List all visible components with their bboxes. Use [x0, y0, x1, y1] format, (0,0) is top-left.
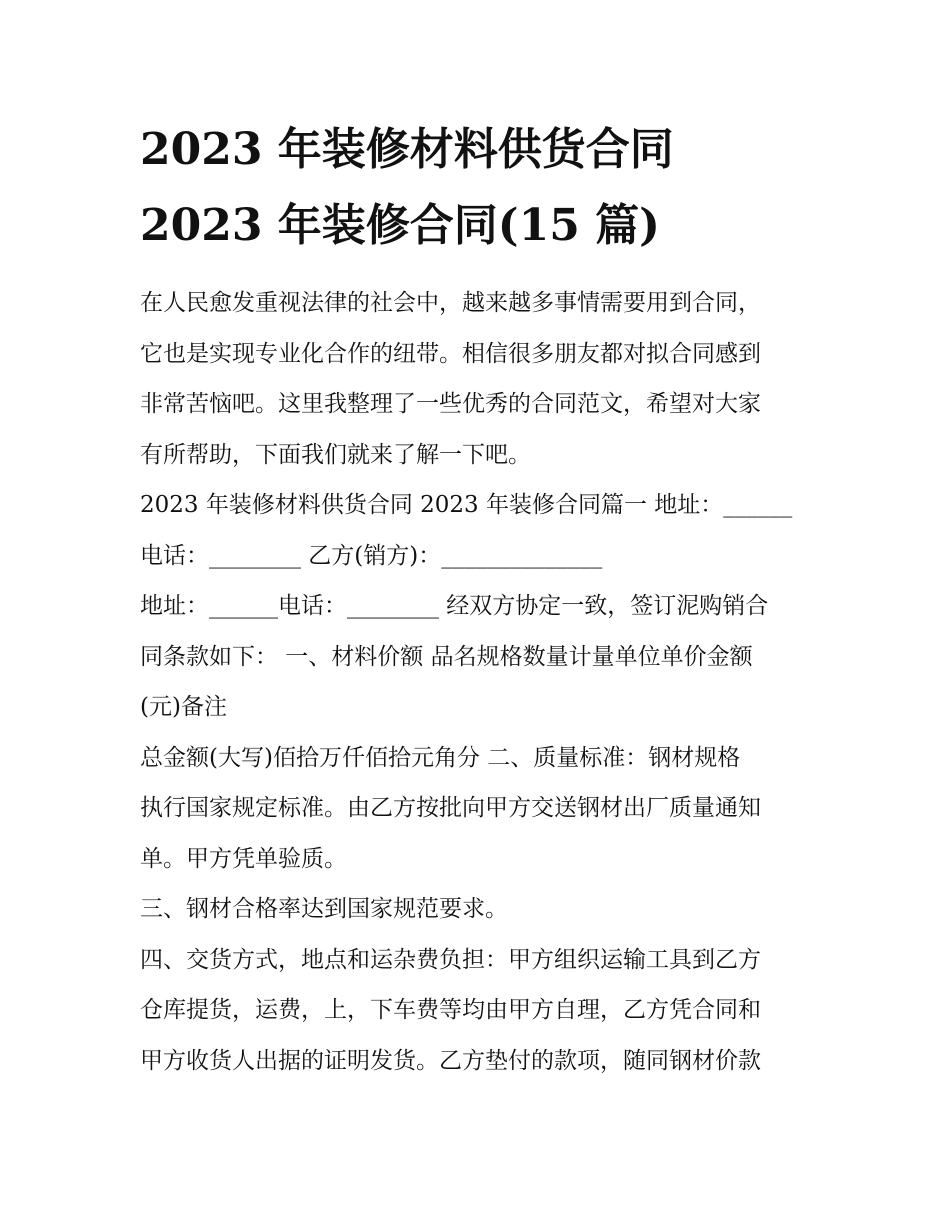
text-line: 同条款如下： 一、材料价额 品名规格数量计量单位单价金额 [140, 643, 753, 670]
text-line: 电话：________ 乙方(销方)：______________ [140, 542, 603, 569]
document-title [140, 112, 815, 264]
text-line: 地址：______电话：________ 经双方协定一致，签订泥购销合 [140, 593, 769, 619]
text-line: 非常苦恼吧。这里我整理了一些优秀的合同范文，希望对大家 [140, 391, 761, 417]
title-line: 2023 年装修合同(15 篇) [140, 200, 660, 251]
text-line: (元)备注 [140, 694, 227, 720]
text-line: 四、交货方式，地点和运杂费负担：甲方组织运输工具到乙方 [140, 946, 761, 973]
text-line: 总金额(大写)佰拾万仟佰拾元角分 二、质量标准：钢材规格 [140, 744, 741, 771]
text-line: 它也是实现专业化合作的纽带。相信很多朋友都对拟合同感到 [140, 340, 761, 367]
text-line: 有所帮助，下面我们就来了解一下吧。 [140, 441, 531, 468]
pass-rate-paragraph [140, 884, 815, 935]
delivery-paragraph [140, 935, 815, 1087]
text-line: 单。甲方凭单验质。 [140, 845, 347, 872]
text-line: 仓库提货，运费，上，下车费等均由甲方自理，乙方凭合同和 [140, 997, 761, 1023]
text-line: 执行国家规定标准。由乙方按批向甲方交送钢材出厂质量通知 [140, 795, 761, 821]
document-body [140, 278, 815, 1086]
intro-paragraph [140, 278, 815, 480]
text-line: 甲方收货人出据的证明发货。乙方垫付的款项，随同钢材价款 [140, 1047, 761, 1074]
text-line: 2023 年装修材料供货合同 2023 年装修合同篇一 地址：______ [140, 492, 793, 518]
contract-terms-paragraph [140, 581, 815, 733]
text-line: 在人民愈发重视法律的社会中，越来越多事情需要用到合同， [140, 290, 761, 316]
quality-standard-paragraph [140, 733, 815, 885]
title-line: 2023 年装修材料供货合同 [140, 124, 674, 175]
contract-header-paragraph [140, 480, 815, 581]
document-content [140, 112, 815, 1086]
text-line: 三、钢材合格率达到国家规范要求。 [140, 896, 508, 922]
